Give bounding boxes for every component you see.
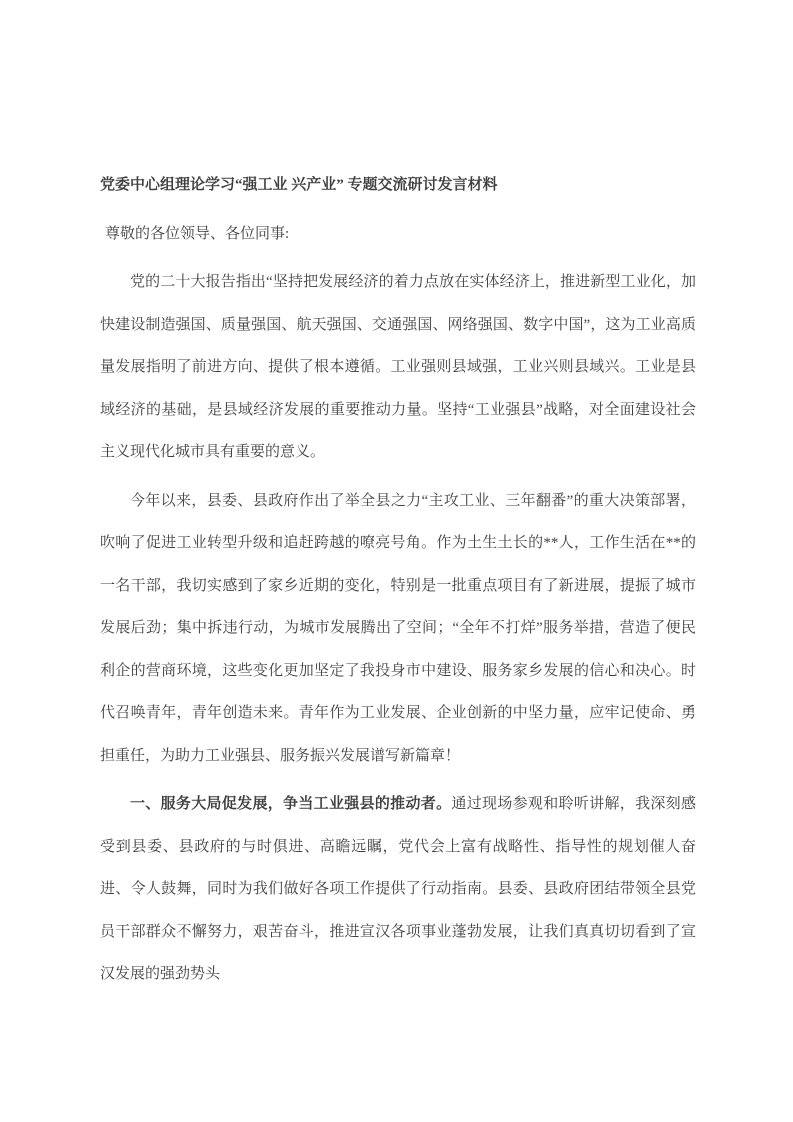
paragraph-3 [100,783,696,996]
paragraph-2: 今年以来，县委、县政府作出了举全县之力“主攻工业、三年翻番”的重大决策部署，吹响了促进工业转型升级和追赶跨越的嘹亮号角。作为土生土长的**人，工作生活在**的一名干部，我切实感到了家乡近期的变化，特别是一批重点项目有了新进展，提振了城市发展后劲；集中拆违行动，为城市发展腾出了空间；“全年不打烊”服务举措，营造了便民利企的营商环境，这些变化更加坚定了我投身市中建设、服务家乡发展的信心和决心。时代召唤青年，青年创造未来。青年作为工业发展、企业创新的中坚力量，应牢记使命、勇担重任，为助力工业强县、服务振兴发展谱写新篇章！ [100,492,696,764]
document-title: 党委中心组理论学习“强工业 兴产业” 专题交流研讨发言材料 [100,177,498,193]
section-1-body: 通过现场参观和聆听讲解，我深刻感受到县委、县政府的与时俱进、高瞻远瞩，党代会上富有战略性、指导性的规划催人奋进、令人鼓舞，同时为我们做好各项工作提供了行动指南。县委、县政府团结带领全县党员干部群众不懈努力，艰苦奋斗，推进宣汉各项事业蓬勃发展，让我们真真切切看到了宣汉发展的强劲势头 [100,796,696,982]
paragraph-1: 党的二十大报告指出“坚持把发展经济的着力点放在实体经济上，推进新型工业化，加快建设制造强国、质量强国、航天强国、交通强国、网络强国、数字中国”，这为工业高质量发展指明了前进方向、提供了根本遵循。工业强则县域强，工业兴则县域兴。工业是县域经济的基础，是县域经济发展的重要推动力量。坚持“工业强县”战略，对全面建设社会主义现代化城市具有重要的意义。 [100,274,696,460]
salutation: 尊敬的各位领导、各位同事: [105,225,290,242]
section-1-heading: 一、服务大局促发展，争当工业强县的推动者。 [130,796,452,812]
